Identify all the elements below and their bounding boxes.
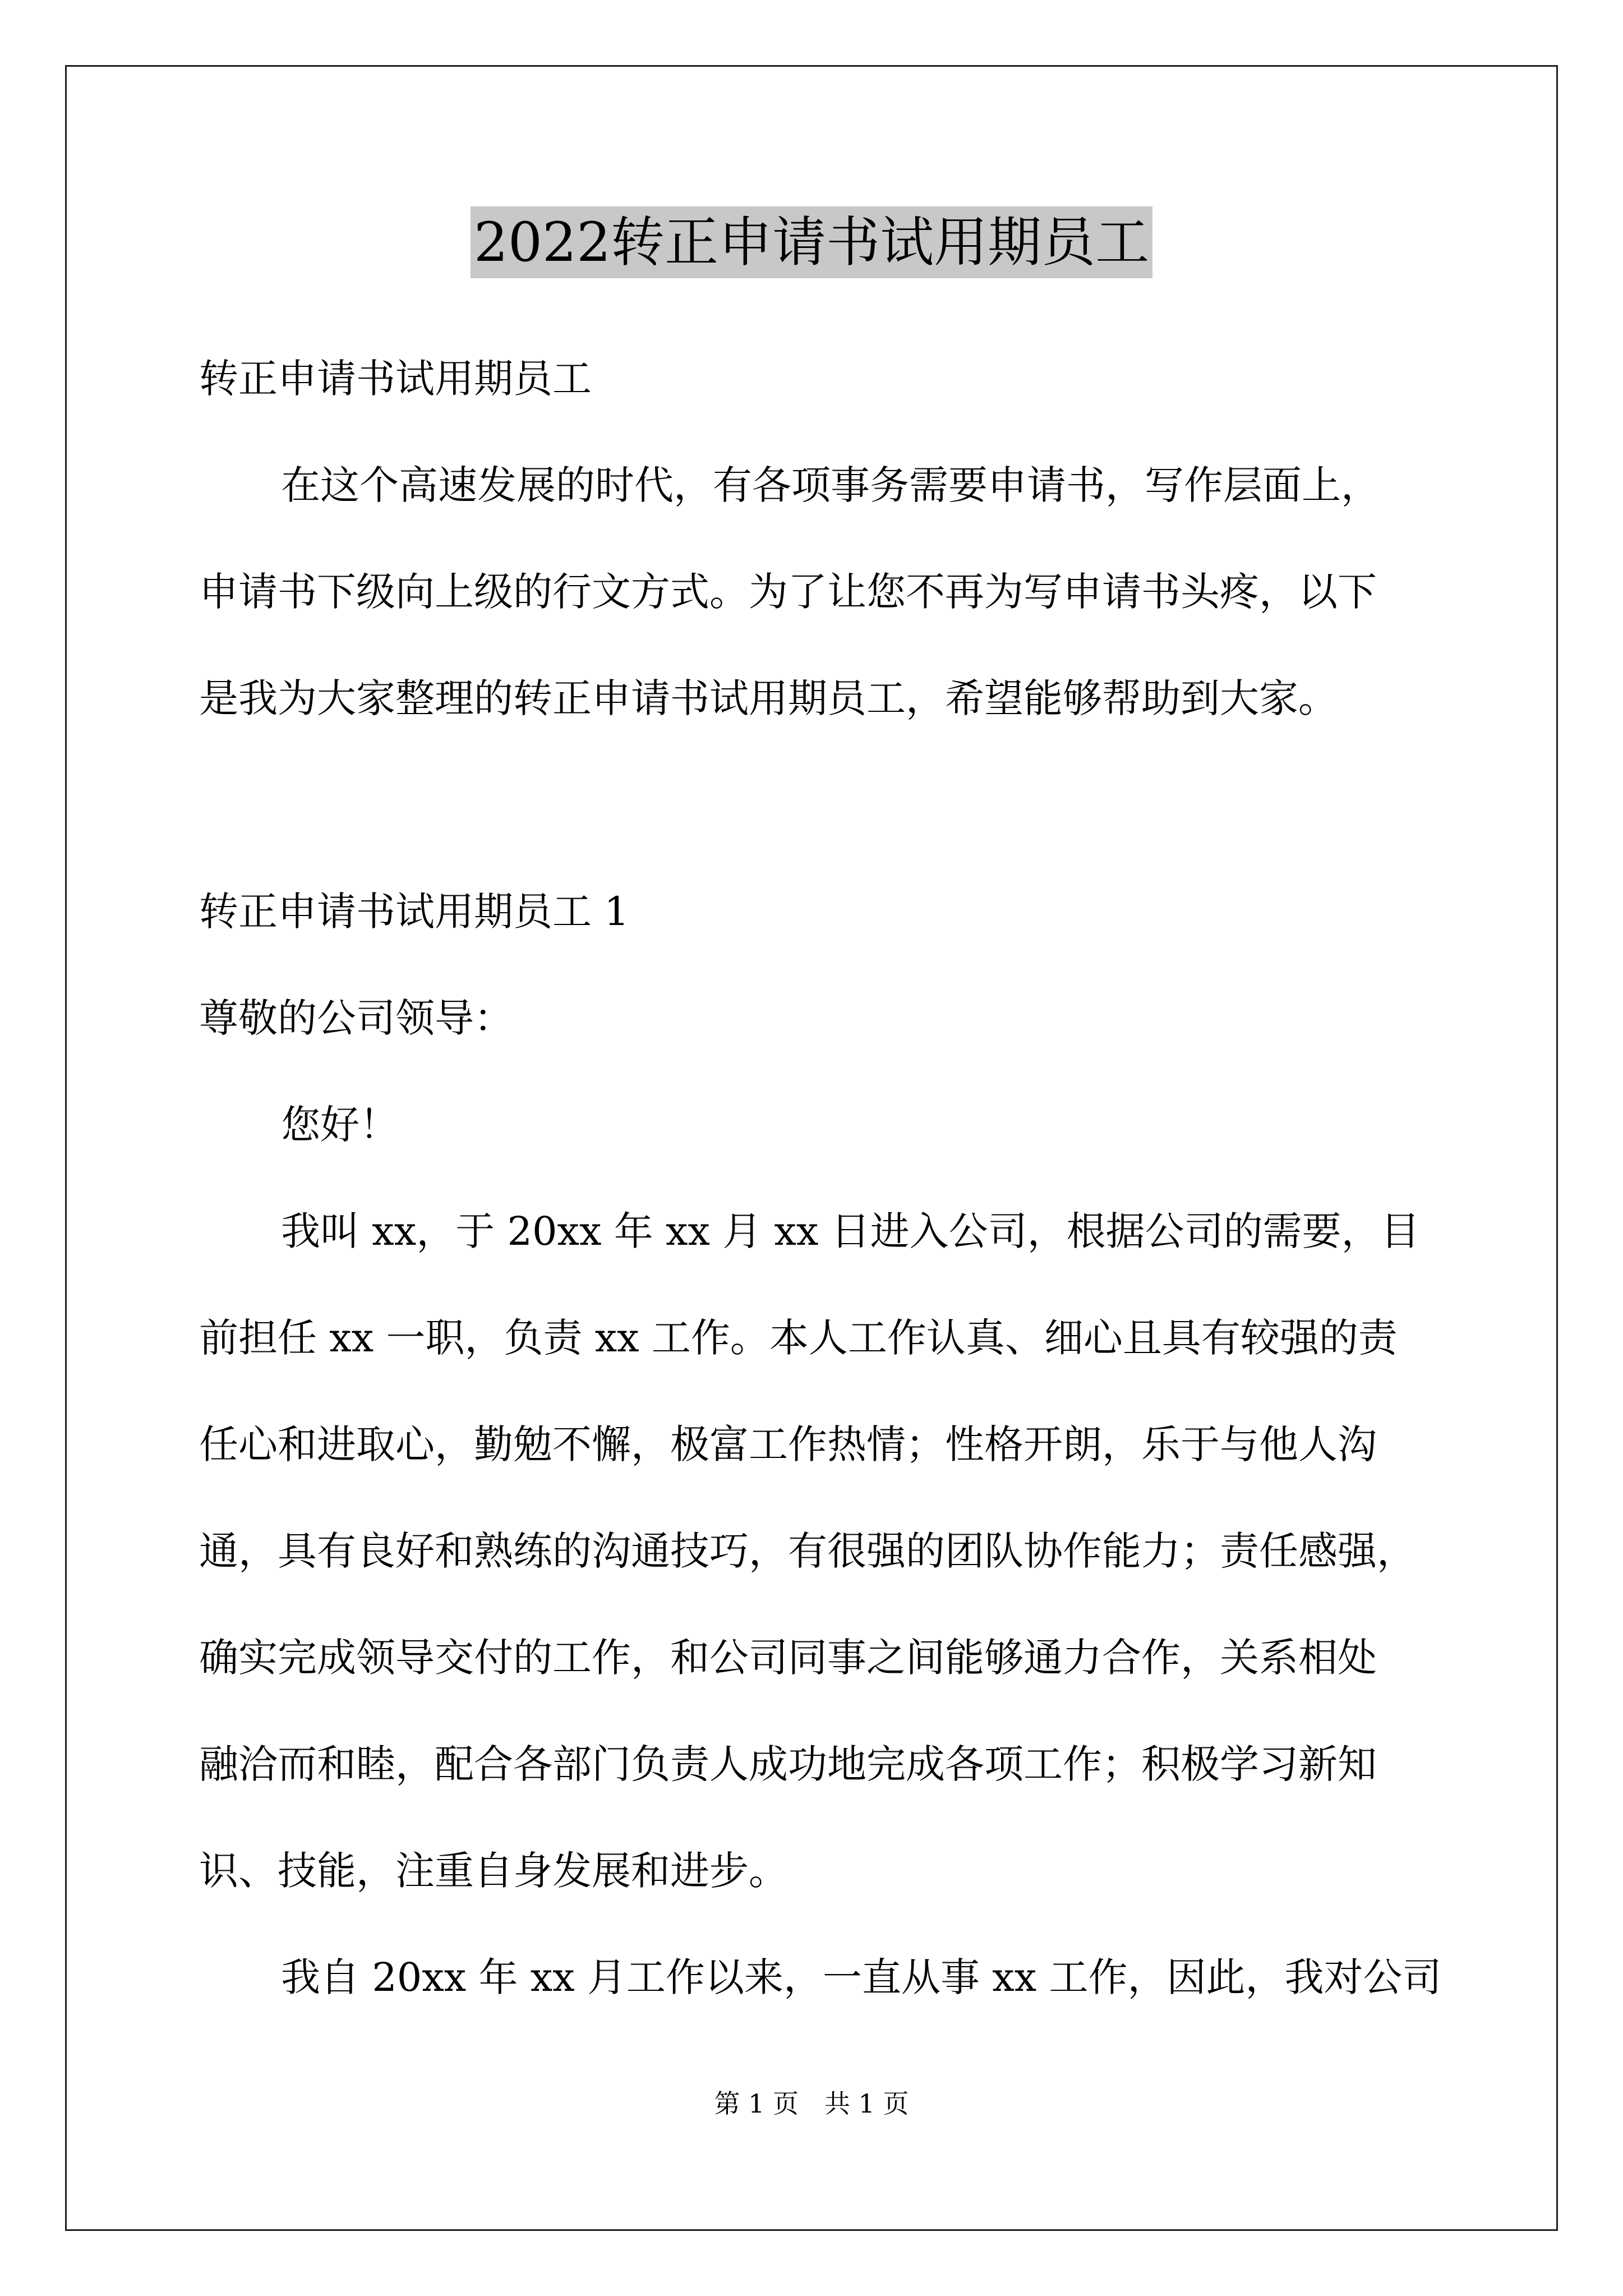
page-footer: 第 1 页 共 1 页 — [714, 2088, 909, 2119]
body-line: 我叫 xx，于 20xx 年 xx 月 xx 日进入公司，根据公司的需要，目 — [281, 1208, 1420, 1254]
section-heading: 转正申请书试用期员工 1 — [199, 889, 629, 935]
intro-line: 申请书下级向上级的行文方式。为了让您不再为写申请书头疼，以下 — [199, 569, 1377, 615]
body-line: 融洽而和睦，配合各部门负责人成功地完成各项工作；积极学习新知 — [199, 1741, 1377, 1787]
intro-line: 是我为大家整理的转正申请书试用期员工，希望能够帮助到大家。 — [199, 675, 1338, 721]
greeting: 您好！ — [281, 1102, 399, 1148]
intro-line: 在这个高速发展的时代，有各项事务需要申请书，写作层面上， — [281, 462, 1380, 508]
document-subtitle: 转正申请书试用期员工 — [199, 356, 592, 402]
body-line: 确实完成领导交付的工作，和公司同事之间能够通力合作，关系相处 — [199, 1635, 1377, 1681]
salutation: 尊敬的公司领导： — [199, 995, 513, 1041]
document-title: 2022转正申请书试用期员工 — [471, 206, 1152, 278]
body-line: 前担任 xx 一职，负责 xx 工作。本人工作认真、细心且具有较强的责 — [199, 1315, 1398, 1361]
body-line: 识、技能，注重自身发展和进步。 — [199, 1848, 788, 1894]
body-line: 我自 20xx 年 xx 月工作以来，一直从事 xx 工作，因此，我对公司 — [281, 1954, 1442, 2000]
body-line: 任心和进取心，勤勉不懈，极富工作热情；性格开朗，乐于与他人沟 — [199, 1421, 1377, 1467]
title-container — [0, 206, 1623, 278]
body-line: 通，具有良好和熟练的沟通技巧，有很强的团队协作能力；责任感强， — [199, 1528, 1416, 1574]
